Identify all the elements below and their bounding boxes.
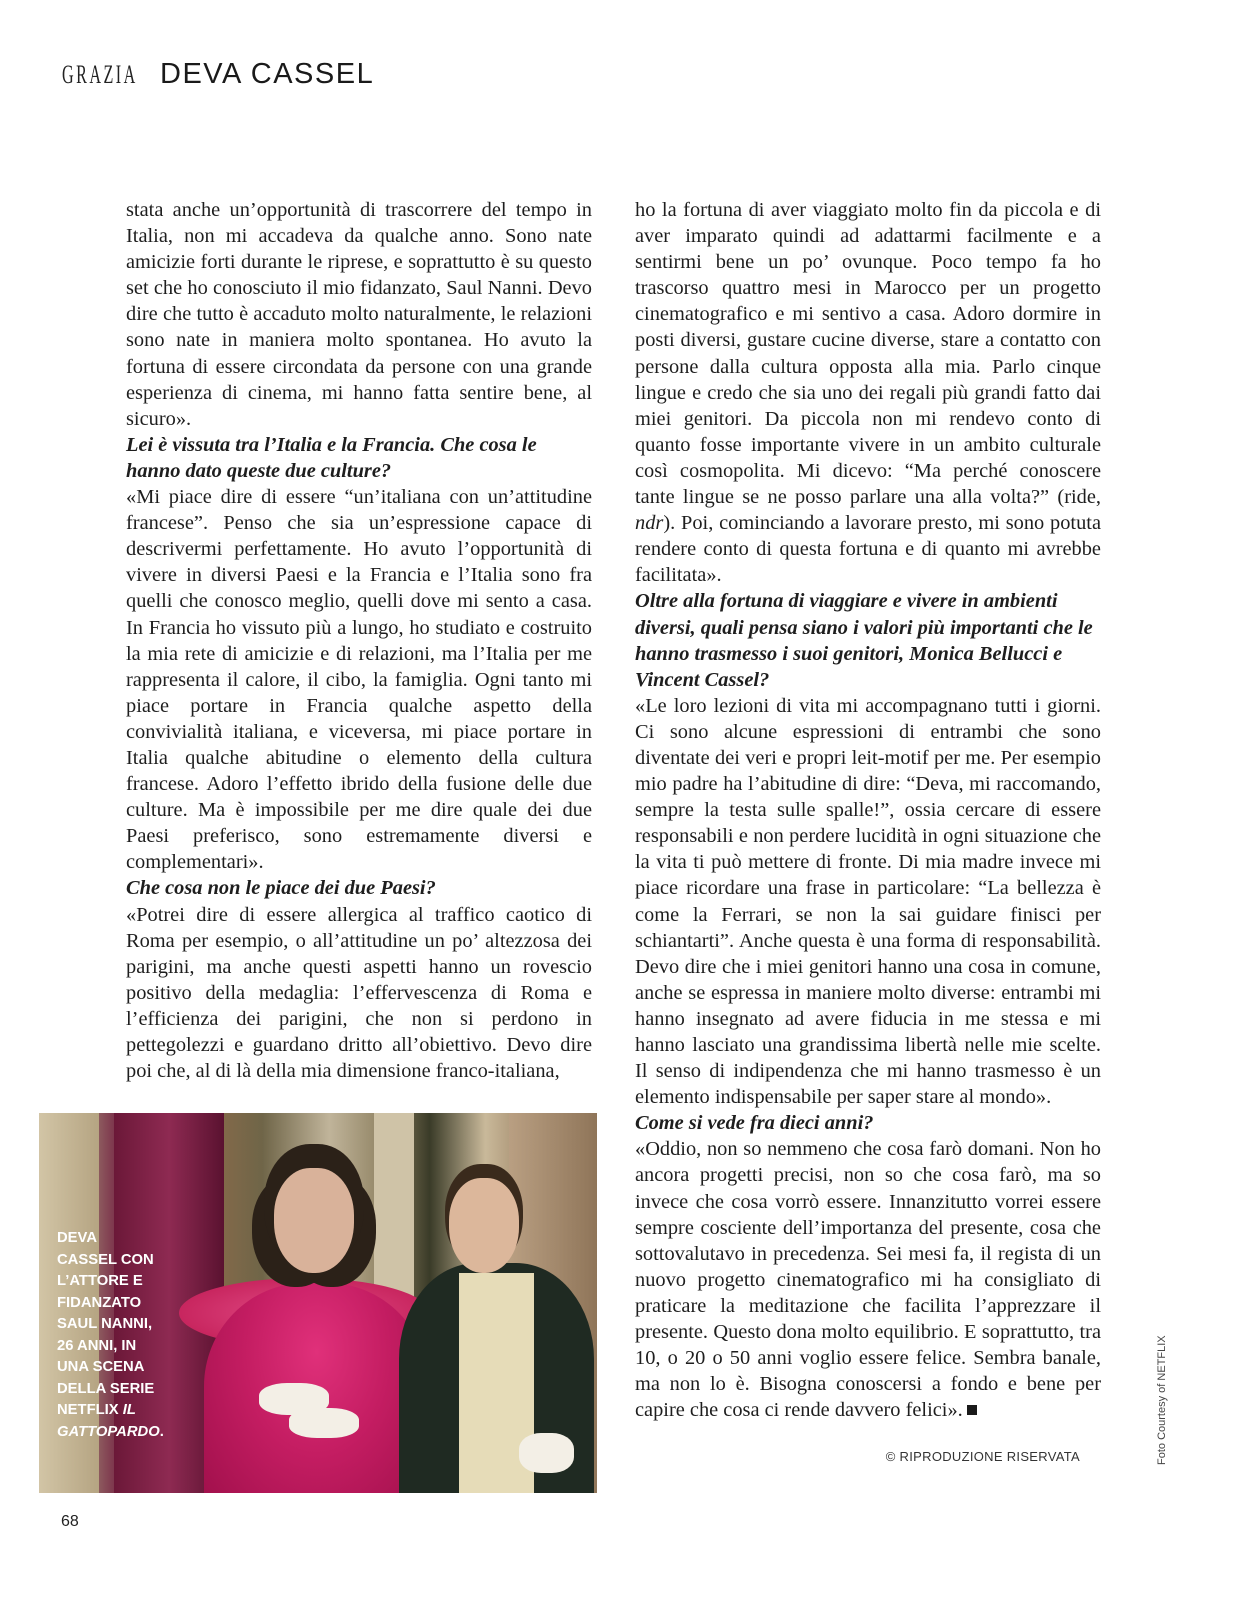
caption-line [57, 1400, 187, 1422]
magazine-logo: GRAZIA [62, 60, 138, 89]
caption-text: NETFLIX [57, 1402, 123, 1418]
answer-text: «Oddio, non so nemmeno che cosa farò domani. Non ho ancora progetti precisi, non so che cosa farò, ma so invece che cosa vorrò essere. Innanzitutto vorrei essere sempre cosciente dell’importanza del presente, cosa che sottovalutavo in precedenza. Sei mesi fa, il regista di un nuovo progetto cinematografico mi ha consigliato di praticare la meditazione che facilita l’apprezzare il presente. Questo dona molto equilibrio. E soprattutto, tra 10, o 20 o 50 anni voglio essere felice. Sembra banale, ma non lo è. Bisogna conoscersi a fondo e bene per capire che cosa ci rende davvero felici». [635, 1138, 1101, 1422]
caption-line: DELLA SERIE [57, 1380, 155, 1397]
caption-line: CASSEL CON [57, 1251, 154, 1268]
man-figure [449, 1178, 519, 1273]
copyright-notice: © RIPRODUZIONE RISERVATA [885, 1449, 1080, 1464]
caption-line [57, 1422, 187, 1444]
caption-series-title: GATTOPARDO [57, 1423, 160, 1440]
photo-caption [57, 1228, 187, 1443]
caption-line: UNA SCENA [57, 1359, 145, 1375]
white-glove [519, 1433, 574, 1473]
end-of-article-square-icon [967, 1405, 977, 1415]
article-column-left [126, 197, 592, 1084]
caption-line: SAUL NANNI, [57, 1316, 153, 1332]
woman-figure [274, 1168, 354, 1273]
interview-question: Oltre alla fortuna di viaggiare e vivere in ambienti diversi, quali pensa siano i valori più importanti che le hanno trasmesso i suoi genitori, Monica Bellucci e Vincent Cassel? [635, 590, 1093, 691]
answer-paragraph [635, 1136, 1101, 1423]
section-title: DEVA CASSEL [160, 58, 375, 90]
answer-paragraph: «Potrei dire di essere allergica al traffico caotico di Roma per esempio, o all’attitudine un po’ altezzosa dei parigini, ma anche questi aspetti hanno un rovescio positivo della medaglia: l’effervescenza di Roma e l’efficienza dei parigini, che non si perdono in pettegolezzi e guardano dritto all’obiettivo. Devo dire poi che, al di là della mia dimensione franco-italiana, [126, 903, 592, 1083]
white-glove [289, 1408, 359, 1438]
photo-credit: Foto Courtesy of NETFLIX [1156, 1335, 1168, 1465]
answer-paragraph: «Le loro lezioni di vita mi accompagnano tutti i giorni. Ci sono alcune espressioni di entrambi che sono diventate dei veri e propri leit-motif per me. Per esempio mio padre ha l’abitudine di dire: “Deva, mi raccomando, sempre la testa sulle spalle!”, ossia cercare di essere responsabili e non perdere lucidità in ogni situazione che la vita ti può mettere di fronte. Di mia madre invece mi piace ricordare una frase in particolare: “La bellezza è come la Ferrari, se non la sai guidare finisci per schiantarti”. Anche questa è una forma di responsabilità. Devo dire che i miei genitori hanno una cosa in comune, anche se espressa in maniere molto diverse: entrambi mi hanno insegnato ad avere fiducia in me stessa e mi hanno lasciato una grandissima libertà nelle mie scelte. Il senso di indipendenza che mi hanno trasmesso è un elemento indispensabile per saper stare al mondo». [635, 694, 1101, 1109]
answer-text: ho la fortuna di aver viaggiato molto fin da piccola e di aver imparato quindi ad adattarmi facilmente e a sentirmi bene un po’ ovunque. Poco tempo fa ho trascorso quattro mesi in Marocco per un progetto cinematografico e mi sentivo a casa. Adoro dormire in posti diversi, gustare cucine diverse, stare a contatto con persone dalla cultura opposta alla mia. Parlo cinque lingue e credo che sia uno dei regali più grandi fatto dai miei genitori. Da piccola non mi rendevo conto di quanto fosse importante vivere in un ambito culturale così cosmopolita. Mi dicevo: “Ma perché conoscere tante lingue se ne posso parlare una alla volta?” (ride, [635, 199, 1101, 509]
caption-text: . [159, 1423, 164, 1440]
answer-paragraph: stata anche un’opportunità di trascorrere del tempo in Italia, non mi accadeva da qualche anno. Sono nate amicizie forti durante le riprese, e soprattutto è su questo set che ho conosciuto il mio fidanzato, Saul Nanni. Devo dire che tutto è accaduto molto naturalmente, le relazioni sono nate in maniera molto spontanea. Ho avuto la fortuna di essere circondata da persone con una grande esperienza di cinema, mi hanno fatta sentire bene, al sicuro». [126, 199, 592, 430]
page-number: 68 [61, 1513, 79, 1530]
answer-paragraph [635, 197, 1101, 588]
caption-line: FIDANZATO [57, 1294, 142, 1311]
caption-line: DEVA [57, 1230, 98, 1246]
interview-question: Lei è vissuta tra l’Italia e la Francia. Che cosa le hanno dato queste due culture? [126, 433, 537, 482]
caption-line: L’ATTORE E [57, 1273, 143, 1289]
caption-line: 26 ANNI, IN [57, 1337, 137, 1354]
interview-question: Che cosa non le piace dei due Paesi? [126, 877, 436, 900]
answer-paragraph: «Mi piace dire di essere “un’italiana con un’attitudine francese”. Penso che sia un’espressione capace di descrivermi perfettamente. Ho avuto l’opportunità di vivere in diversi Paesi e la Francia e l’Italia sono fra quelli che conosco meglio, quelli dove mi sento a casa. In Francia ho vissuto più a lungo, ho studiato e costruito la mia rete di amicizie e di relazioni, ma l’Italia per me rappresenta il calore, il cibo, la famiglia. Ogni tanto mi piace portare in Francia qualche aspetto della convivialità italiana, e viceversa, mi piace portare in Italia qualche abitudine o elemento della cultura francese. Adoro l’effetto ibrido della fusione delle due culture. Ma è impossibile per me dire quale dei due Paesi preferisco, sono estremamente diversi e complementari». [126, 486, 592, 874]
masthead [62, 58, 374, 92]
answer-text: ). Poi, cominciando a lavorare presto, mi sono potuta rendere conto di questa fortuna e di quanto mi avrebbe facilitata». [635, 512, 1101, 587]
caption-series-title: IL [122, 1402, 136, 1418]
interview-question: Come si vede fra dieci anni? [635, 1112, 874, 1135]
ndr-abbreviation: ndr [635, 512, 664, 535]
article-column-right [635, 197, 1101, 1423]
